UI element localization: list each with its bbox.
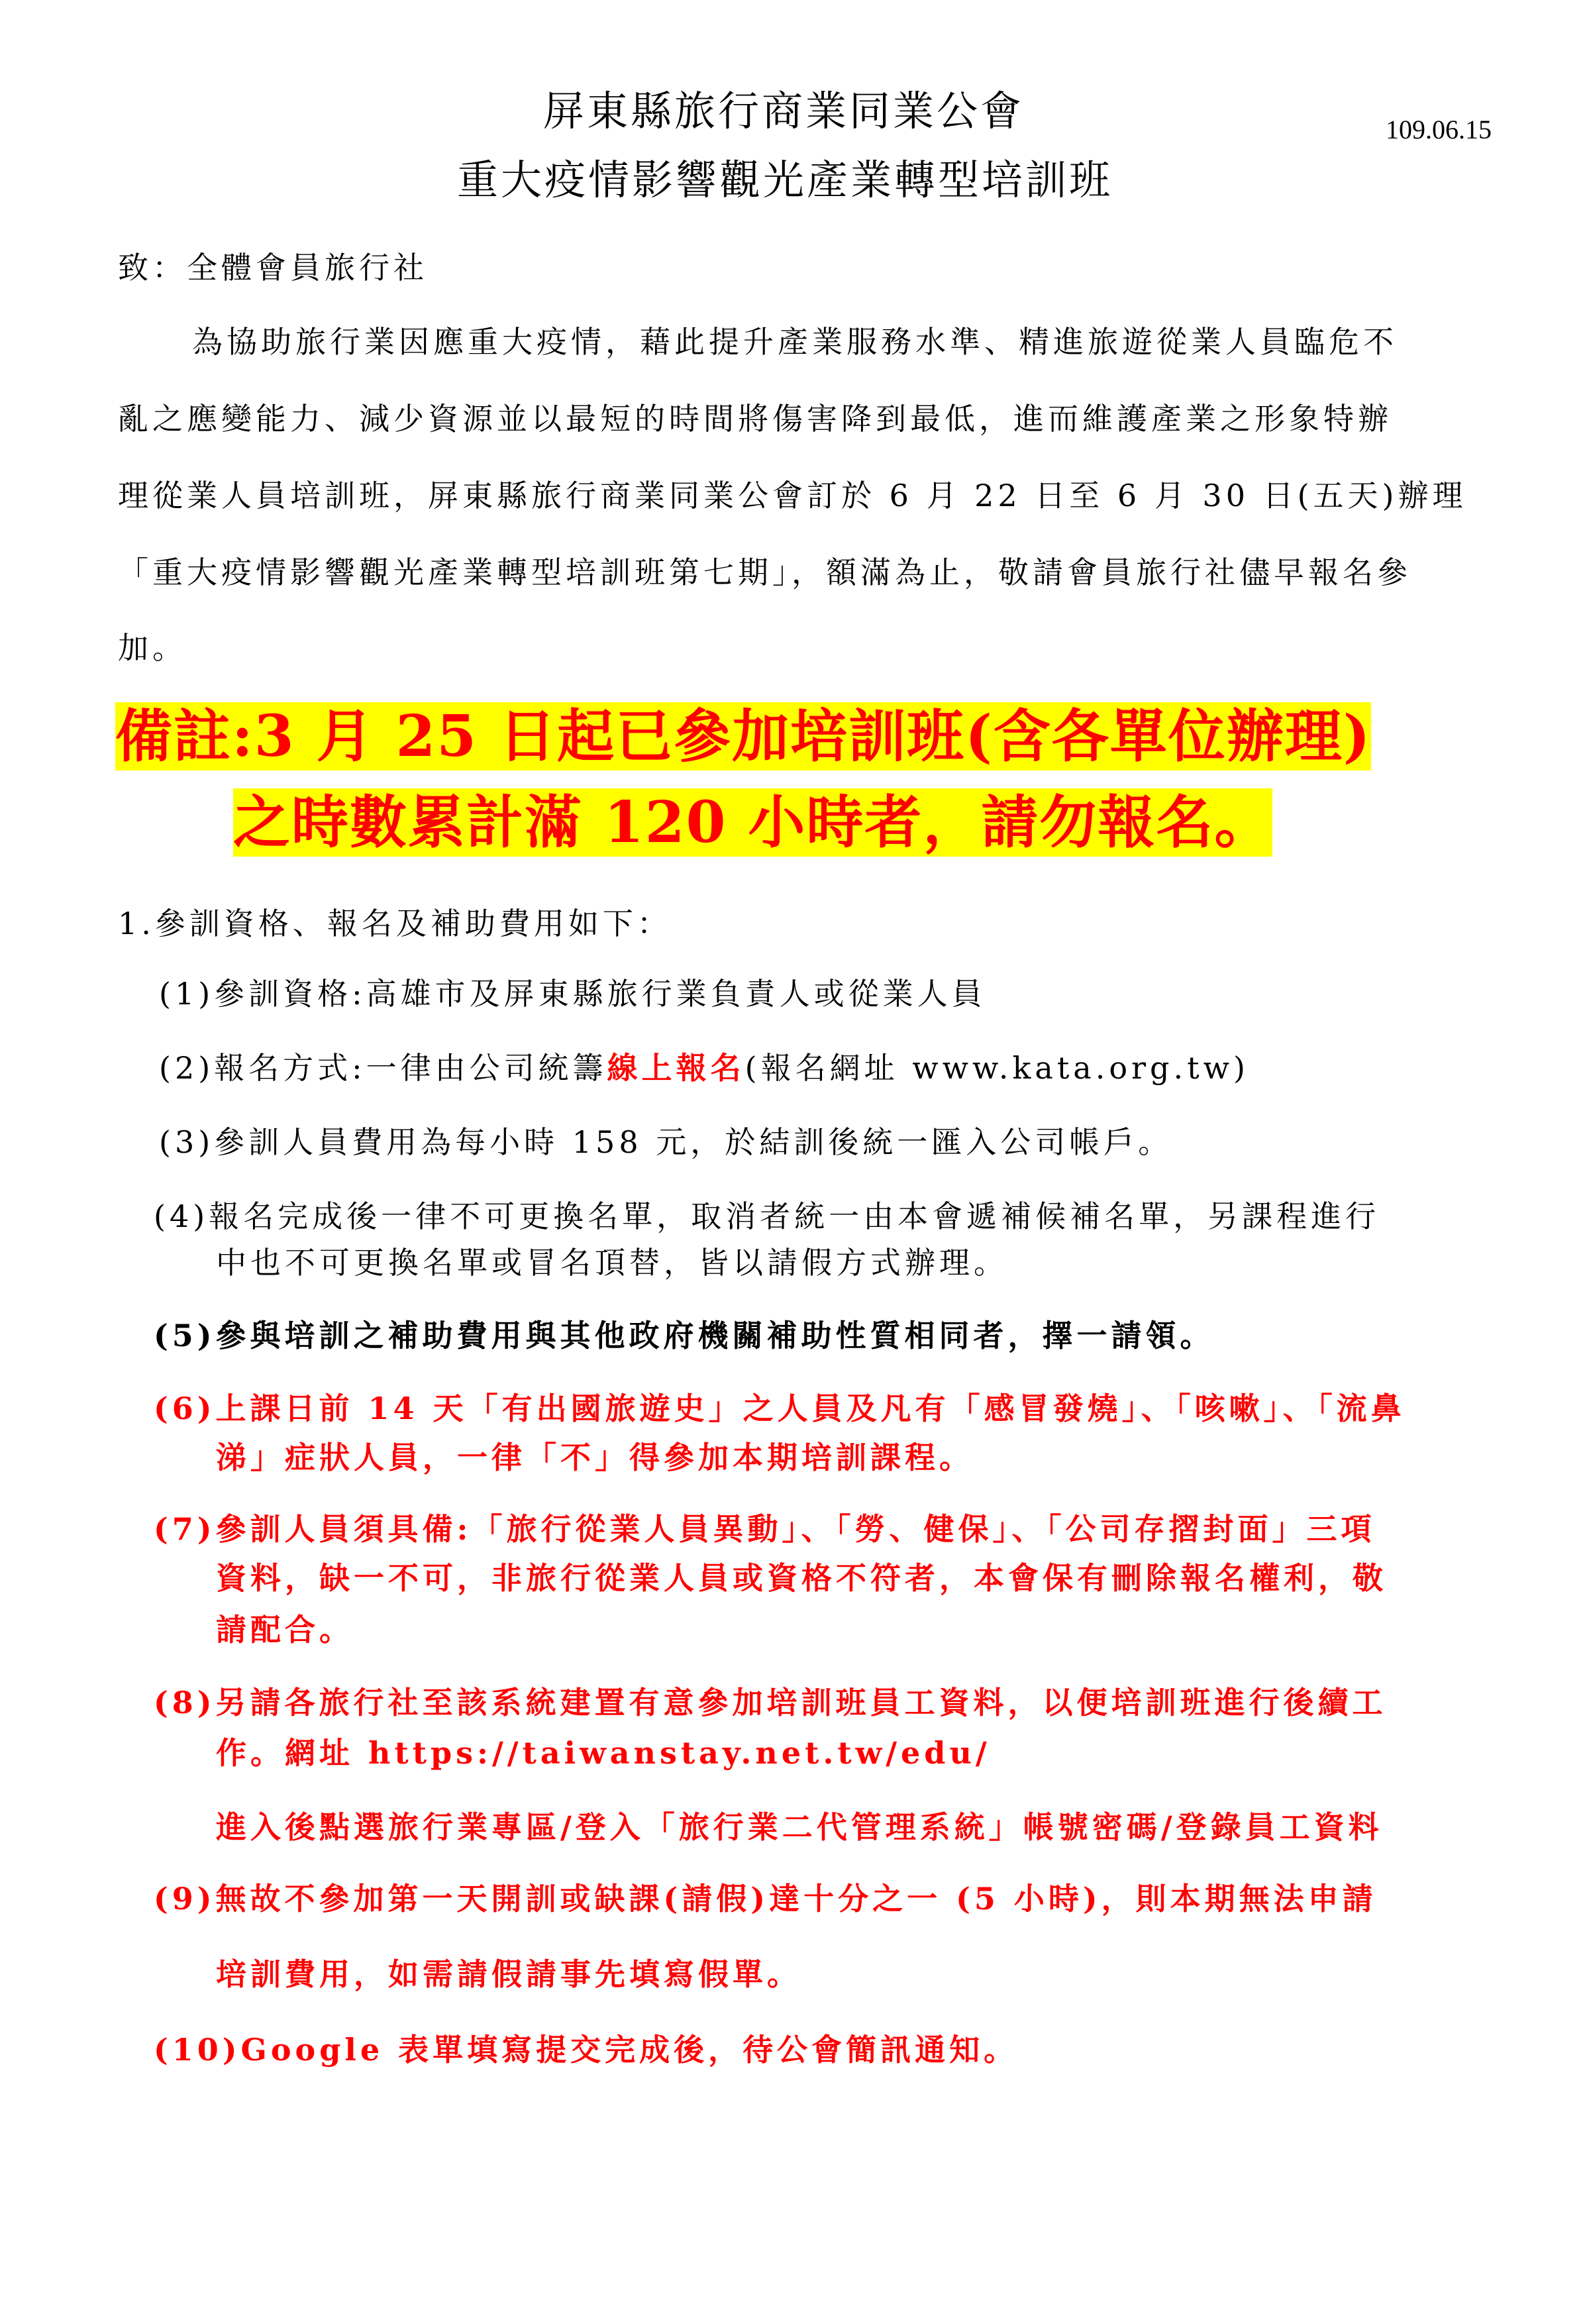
intro-line-2: 亂之應變能力、減少資源並以最短的時間將傷害降到最低，進而維護產業之形象特辦 [118,401,1392,437]
item-3: (3)參訓人員費用為每小時 158 元，於結訓後統一匯入公司帳戶。 [159,1124,1173,1160]
item-4-line-2: 中也不可更換名單或冒名頂替，皆以請假方式辦理。 [216,1245,1008,1281]
item-9-line-1: (9)無故不參加第一天開訓或缺課(請假)達十分之一 (5 小時)，則本期無法申請 [154,1881,1377,1917]
item-6-line-2: 涕」症狀人員，一律「不」得參加本期培訓課程。 [216,1440,974,1475]
notice-line-2: 之時數累計滿 120 小時者，請勿報名。 [233,789,1273,856]
item-7-line-3: 請配合。 [216,1612,354,1648]
item-2 [159,1044,1249,1088]
section-heading: 1.參訓資格、報名及補助費用如下： [118,906,672,941]
notice-line-1: 備註:3 月 25 日起已參加培訓班(含各單位辦理) [115,703,1372,770]
document-date: 109.06.15 [1386,115,1492,144]
item-8-line-3: 進入後點選旅行業專區/登入「旅行業二代管理系統」帳號密碼/登錄員工資料 [216,1809,1383,1845]
item-8-line-1: (8)另請各旅行社至該系統建置有意參加培訓班員工資料，以便培訓班進行後續工 [154,1685,1387,1720]
title-line-1: 屏東縣旅行商業同業公會 [543,87,1025,135]
title-line-2: 重大疫情影響觀光產業轉型培訓班 [457,156,1113,204]
item-7-line-1: (7)參訓人員須具備:「旅行從業人員異動」、「勞、健保」、「公司存摺封面」三項 [154,1511,1376,1547]
item-1: (1)參訓資格:高雄市及屏東縣旅行業負責人或從業人員 [159,976,986,1012]
item-9-line-2: 培訓費用，如需請假請事先填寫假單。 [216,1956,801,1992]
item-2-url: (報名網址 www.kata.org.tw) [744,1050,1249,1086]
item-10: (10)Google 表單填寫提交完成後，待公會簡訊通知。 [154,2032,1019,2068]
item-4-line-1: (4)報名完成後一律不可更換名單，取消者統一由本會遞補候補名單，另課程進行 [154,1198,1380,1234]
item-2-online-registration: 線上報名 [607,1050,745,1086]
salutation: 致：全體會員旅行社 [118,250,428,286]
intro-line-5: 加。 [118,630,187,666]
item-2-prefix: (2)報名方式:一律由公司統籌 [159,1050,607,1086]
item-5: (5)參與培訓之補助費用與其他政府機關補助性質相同者，擇一請領。 [154,1318,1215,1353]
intro-line-3: 理從業人員培訓班，屏東縣旅行商業同業公會訂於 6 月 22 日至 6 月 30 日(五天)辦理 [118,478,1467,513]
item-6-line-1: (6)上課日前 14 天「有出國旅遊史」之人員及凡有「感冒發燒」、「咳嗽」、「流鼻 [154,1391,1406,1426]
item-7-line-2: 資料，缺一不可，非旅行從業人員或資格不符者，本會保有刪除報名權利，敬 [216,1560,1387,1596]
intro-line-1: 為協助旅行業因應重大疫情，藉此提升產業服務水準、精進旅遊從業人員臨危不 [192,324,1398,360]
intro-line-4: 「重大疫情影響觀光產業轉型培訓班第七期」，額滿為止，敬請會員旅行社儘早報名參 [118,555,1411,590]
item-8-line-2: 作。網址 https://taiwanstay.net.tw/edu/ [216,1735,991,1771]
